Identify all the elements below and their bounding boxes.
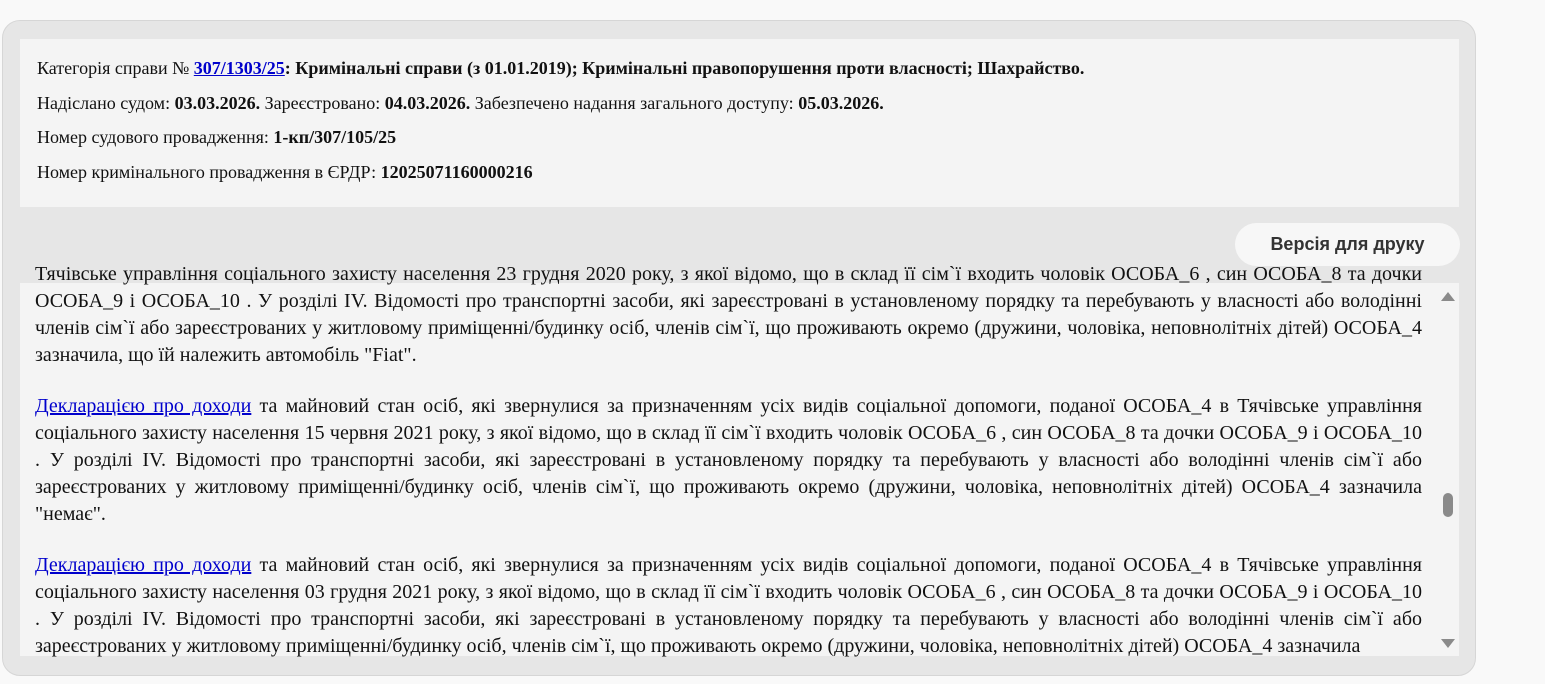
chevron-down-icon[interactable] [1441,639,1455,648]
vertical-scrollbar[interactable] [1437,283,1459,656]
public-access-date: 05.03.2026. [798,92,884,113]
criminal-proceeding-line [37,155,1459,190]
registered-label: Зареєстровано: [260,92,385,113]
paragraph-text: Тячівське управління соціального захисту населення 23 грудня 2020 року, з якої відомо, що в склад її сім`ї входить чоловік ОСОБА_6 , син ОСОБА_8 та дочки ОСОБА_9 і ОСОБА_10 . У розділі IV. Відомості про транспортні засоби, які зареєстровані в установленому порядку та перебувають у власності або володінні членів сім`ї або зареєстрованих у житловому приміщенні/будинку осіб, членів сім`ї, що проживають окремо (дружини, чоловіка, неповнолітніх дітей) ОСОБА_4 зазначила, що їй належить автомобіль "Fiat". [35,263,1422,366]
document-paragraph [35,393,1422,528]
document-paragraph [35,261,1422,369]
document-text-viewport[interactable] [20,263,1459,657]
case-number-link[interactable]: 307/1303/25 [193,58,285,78]
case-dates-line [37,86,1459,121]
court-proceeding-number: 1-кп/307/105/25 [273,127,397,147]
scrollbar-thumb[interactable] [1443,493,1453,517]
case-card [2,20,1476,676]
case-info-panel [20,39,1459,207]
income-declaration-link[interactable]: Декларацією про доходи [35,395,252,417]
registered-date: 04.03.2026. [384,92,471,113]
print-version-button[interactable]: Версія для друку [1235,223,1460,266]
paragraph-text: та майновий стан осіб, які звернулися за призначенням усіх видів соціальної допомоги, поданої ОСОБА_4 в Тячівське управління соціального захисту населення 03 грудня 2021 року, з якої відомо, що в склад її сім`ї входить чоловік ОСОБА_6 , син ОСОБА_8 та дочки ОСОБА_9 і ОСОБА_10 . У розділі IV. Відомості про транспортні засоби, які зареєстровані в установленому порядку та перебувають у власності або володінні членів сім`ї або зареєстрованих у житловому приміщенні/будинку осіб, членів сім`ї, що проживають окремо (дружини, чоловіка, неповнолітніх дітей) ОСОБА_4 зазначила [35,554,1422,657]
sent-date: 03.03.2026. [174,92,261,113]
case-category-label: Категорія справи № [37,58,194,78]
sent-label: Надіслано судом: [37,92,175,113]
case-category-line [37,51,1459,86]
court-proceeding-label: Номер судового провадження: [37,127,274,147]
chevron-up-icon[interactable] [1441,292,1455,301]
criminal-proceeding-number: 12025071160000216 [380,161,533,182]
public-access-label: Забезпечено надання загального доступу: [470,92,799,113]
document-paragraph [35,552,1422,660]
paragraph-text: та майновий стан осіб, які звернулися за призначенням усіх видів соціальної допомоги, поданої ОСОБА_4 в Тячівське управління соціального захисту населення 15 червня 2021 року, з якої відомо, що в склад її сім`ї входить чоловік ОСОБА_6 , син ОСОБА_8 та дочки ОСОБА_9 і ОСОБА_10 . У розділі IV. Відомості про транспортні засоби, які зареєстровані в установленому порядку та перебувають у власності або володінні членів сім`ї або зареєстрованих у житловому приміщенні/будинку осіб, членів сім`ї, що проживають окремо (дружини, чоловіка, неповнолітніх дітей) ОСОБА_4 зазначила "немає". [35,395,1422,525]
court-proceeding-line [37,120,1459,155]
income-declaration-link[interactable]: Декларацією про доходи [35,554,252,576]
case-category-value: : Кримінальні справи (з 01.01.2019); Кримінальні правопорушення проти власності; Шахрайство. [284,58,1085,78]
criminal-proceeding-label: Номер кримінального провадження в ЄРДР: [37,161,381,182]
document-text [35,261,1422,684]
